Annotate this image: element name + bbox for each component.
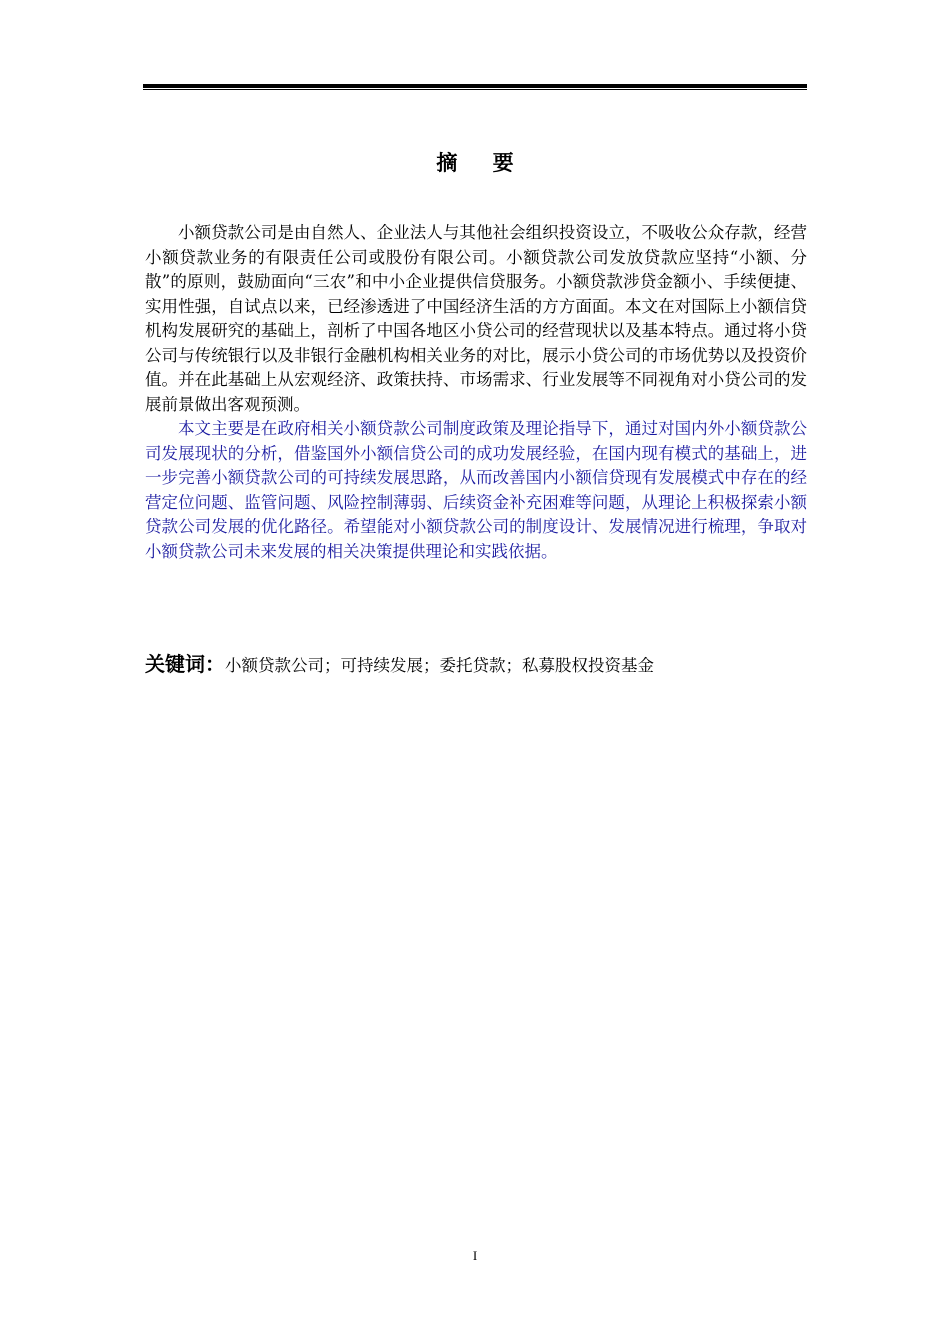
page-title: 摘 要 bbox=[436, 151, 528, 175]
header-rule-thin bbox=[143, 89, 807, 90]
keywords-line bbox=[145, 648, 807, 677]
header-double-rule bbox=[143, 84, 807, 91]
page-number: I bbox=[472, 1248, 478, 1263]
header-rule-thick bbox=[143, 84, 807, 88]
keywords-text: 小额贷款公司；可持续发展；委托贷款；私募股权投资基金 bbox=[225, 656, 654, 675]
keywords-label: 关键词： bbox=[145, 652, 225, 676]
abstract-paragraph-2: 本文主要是在政府相关小额贷款公司制度政策及理论指导下，通过对国内外小额贷款公司发展现状的分析，借鉴国外小额信贷公司的成功发展经验，在国内现有模式的基础上，进一步完善小额贷款公司的可持续发展思路，从而改善国内小额信贷现有发展模式中存在的经营定位问题、监管问题、风险控制薄弱、后续资金补充困难等问题，从理论上积极探索小额贷款公司发展的优化路径。希望能对小额贷款公司的制度设计、发展情况进行梳理，争取对小额贷款公司未来发展的相关决策提供理论和实践依据。 bbox=[145, 419, 807, 561]
abstract-paragraph-1: 小额贷款公司是由自然人、企业法人与其他社会组织投资设立，不吸收公众存款，经营小额贷款业务的有限责任公司或股份有限公司。小额贷款公司发放贷款应坚持“小额、分散”的原则，鼓励面向“三农”和中小企业提供信贷服务。小额贷款涉贷金额小、手续便捷、实用性强，自试点以来，已经渗透进了中国经济生活的方方面面。本文在对国际上小额信贷机构发展研究的基础上，剖析了中国各地区小贷公司的经营现状以及基本特点。通过将小贷公司与传统银行以及非银行金融机构相关业务的对比，展示小贷公司的市场优势以及投资价值。并在此基础上从宏观经济、政策扶持、市场需求、行业发展等不同视角对小贷公司的发展前景做出客观预测。 bbox=[145, 223, 807, 414]
abstract-body bbox=[145, 221, 807, 564]
